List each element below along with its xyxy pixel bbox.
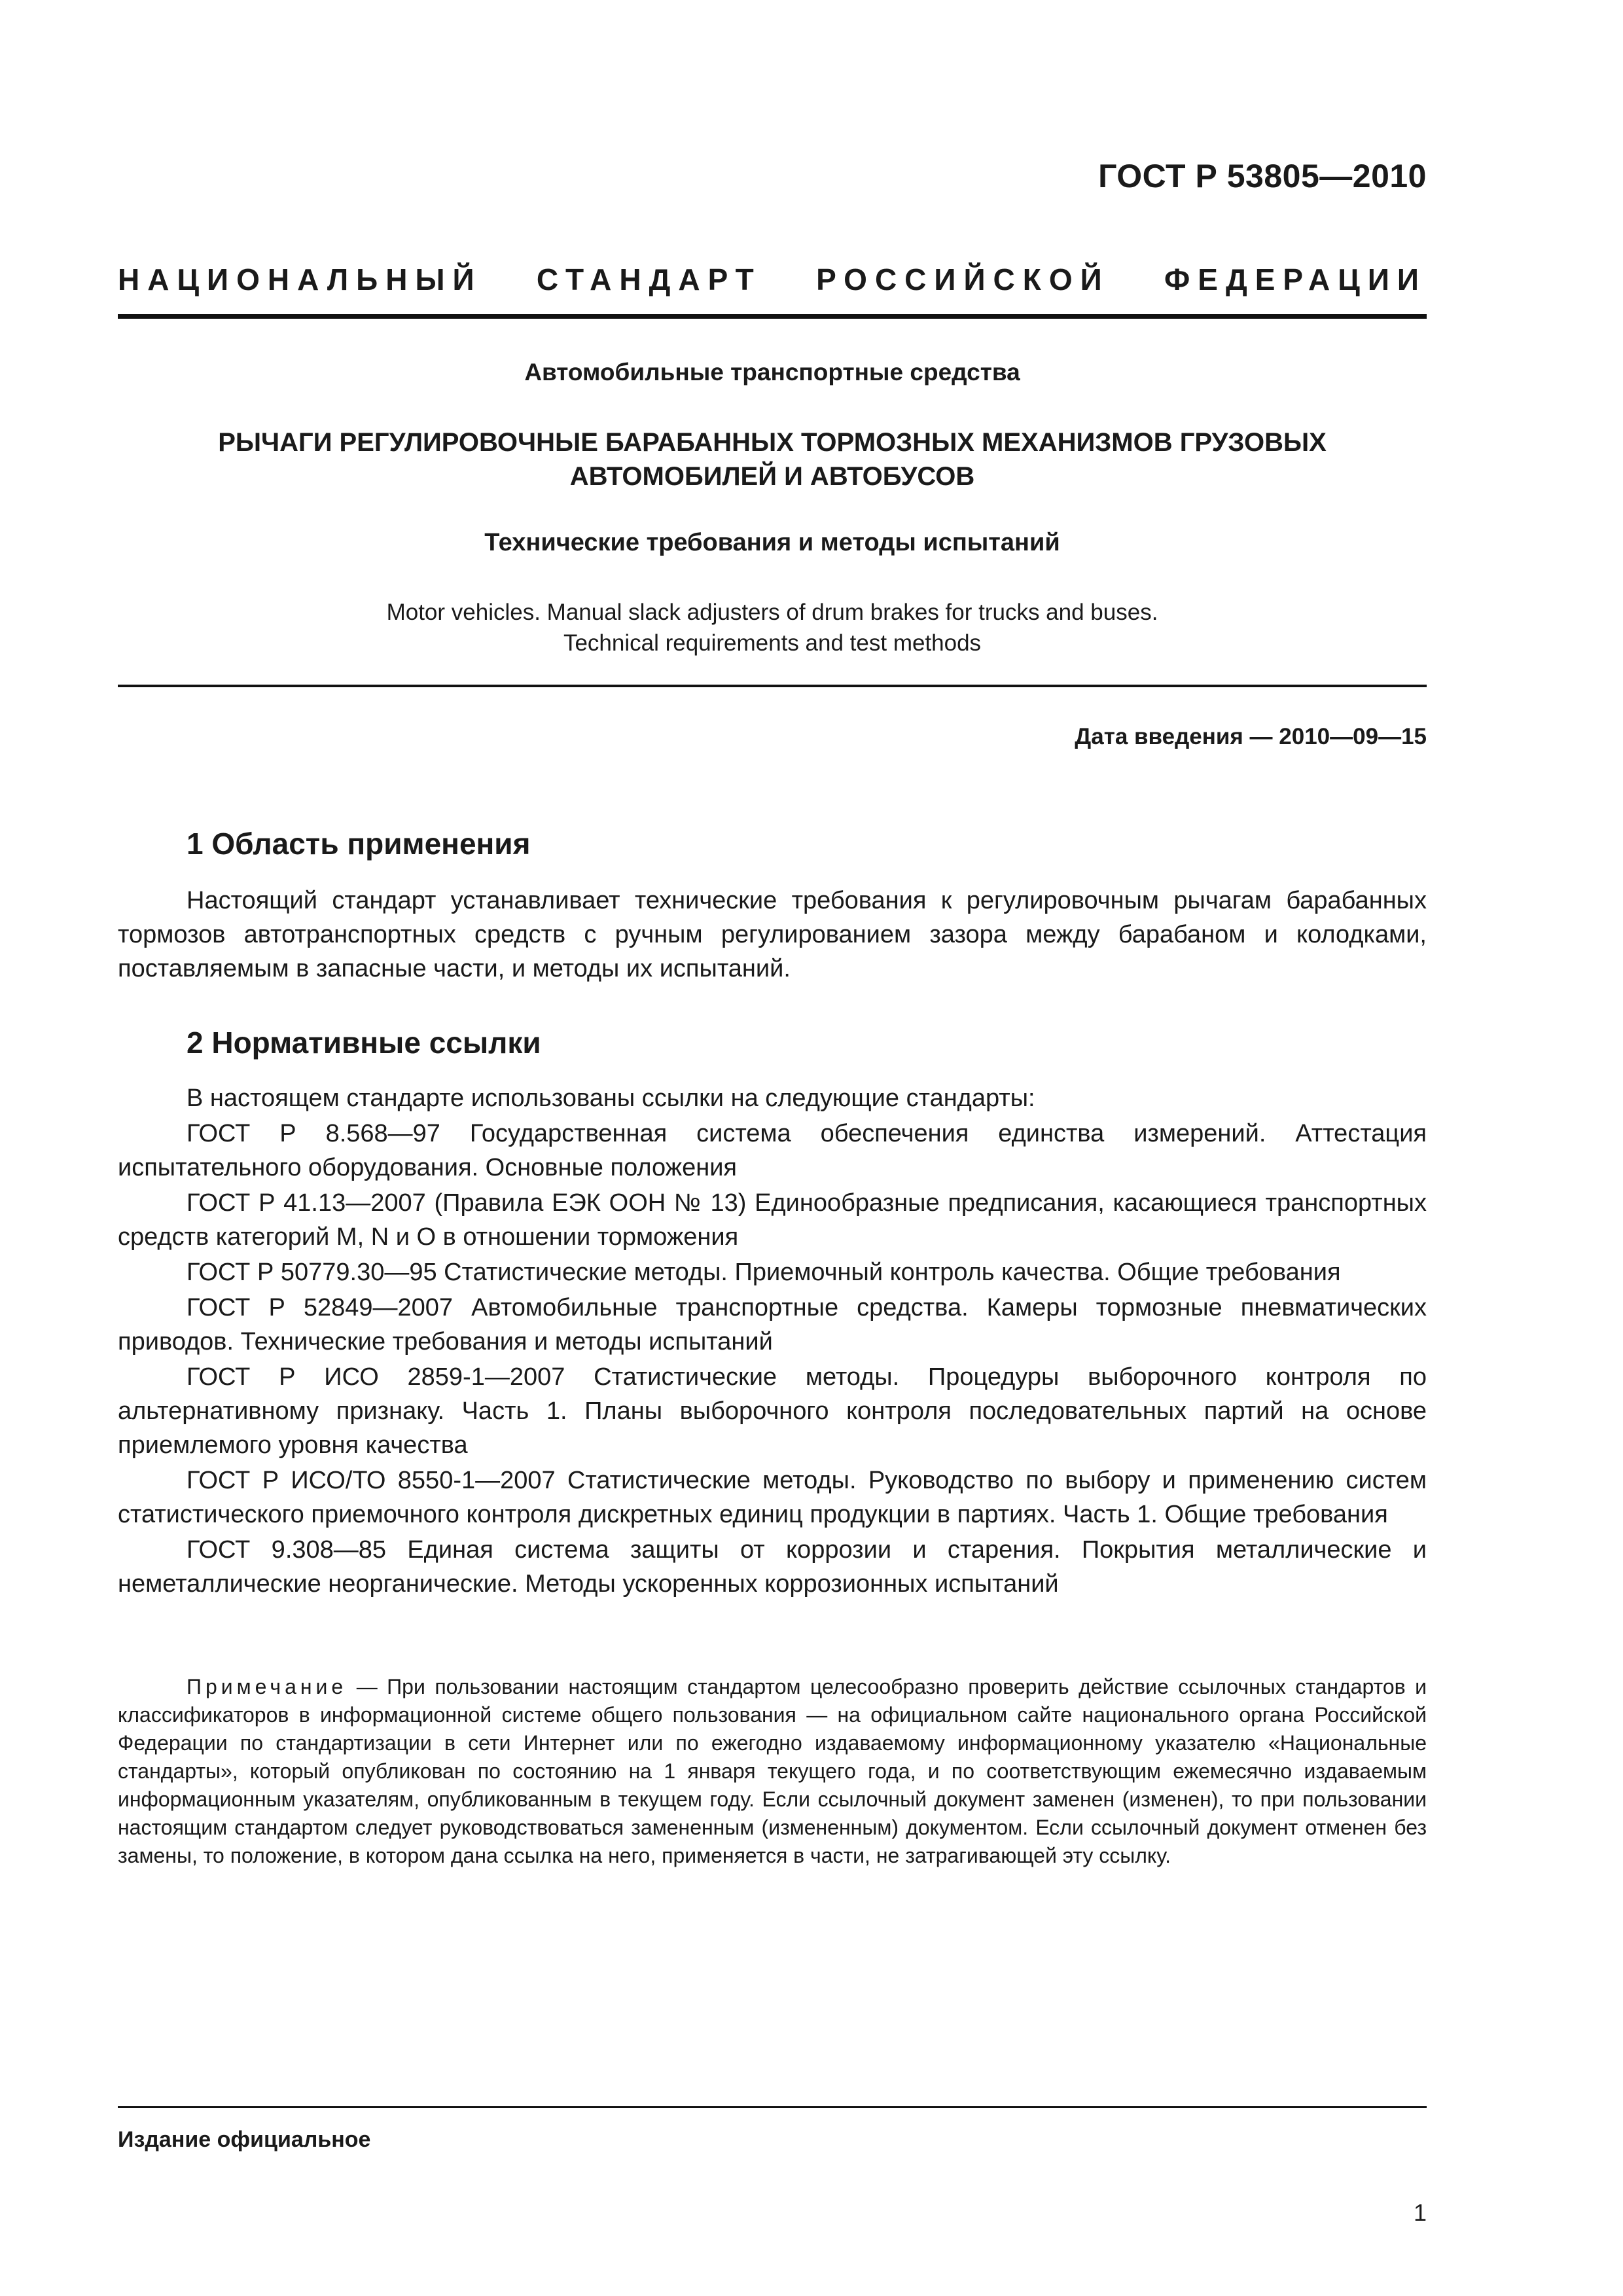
edition-label: Издание официальное [118, 2127, 371, 2152]
document-subtitle-2: Технические требования и методы испытаний [484, 529, 1060, 556]
english-title-line-1: Motor vehicles. Manual slack adjusters of drum brakes for trucks and buses. [386, 600, 1158, 625]
title-divider [118, 685, 1427, 687]
normative-references [118, 1081, 1427, 1602]
document-title [118, 425, 1427, 493]
reference-item: ГОСТ Р ИСО/ТО 8550-1—2007 Статистические методы. Руководство по выбору и применению систем статистического приемочного контроля дискретных единиц продукции в партиях. Часть 1. Общие требования [118, 1467, 1427, 1528]
title-line-1: РЫЧАГИ РЕГУЛИРОВОЧНЫЕ БАРАБАННЫХ ТОРМОЗНЫХ МЕХАНИЗМОВ ГРУЗОВЫХ [218, 428, 1327, 457]
reference-item: ГОСТ Р ИСО 2859-1—2007 Статистические методы. Процедуры выборочного контроля по альтернативному признаку. Часть 1. Планы выборочного контроля последовательных партий на основе приемлемого уровня качества [118, 1363, 1427, 1459]
reference-item: ГОСТ Р 52849—2007 Автомобильные транспортные средства. Камеры тормозные пневматических приводов. Технические требования и методы испытаний [118, 1294, 1427, 1355]
note-text: — При пользовании настоящим стандартом целесообразно проверить действие ссылочных стандартов и классификаторов в информационной системе общего пользования — на официальном сайте национального органа Российской Федерации по стандартизации в сети Интернет или по ежегодно издаваемому информационному указателю «Национальные стандарты», который опубликован по состоянию на 1 января текущего года, и по соответствующим ежемесячно издаваемым информационным указателям, опубликованным в текущем году. Если ссылочный документ заменен (изменен), то при пользовании настоящим стандартом следует руководствоваться замененным (измененным) документом. Если ссылочный документ отменен без замены, то положение, в котором дана ссылка на него, применяется в части, не затрагивающей эту ссылку. [118, 1675, 1427, 1867]
note-paragraph [118, 1673, 1427, 1870]
page-number: 1 [1413, 2199, 1427, 2226]
reference-item: ГОСТ 9.308—85 Единая система защиты от коррозии и старения. Покрытия металлические и неметаллические неорганические. Методы ускоренных коррозионных испытаний [118, 1536, 1427, 1598]
reference-item: ГОСТ Р 41.13—2007 (Правила ЕЭК ООН № 13) Единообразные предписания, касающиеся транспортных средств категорий M, N и O в отношении торможения [118, 1189, 1427, 1251]
references-intro: В настоящем стандарте использованы ссылки на следующие стандарты: [187, 1085, 1035, 1112]
header-divider [118, 314, 1427, 319]
national-standard-banner: НАЦИОНАЛЬНЫЙ СТАНДАРТ РОССИЙСКОЙ ФЕДЕРАЦИИ [118, 262, 1427, 296]
document-subtitle: Автомобильные транспортные средства [524, 359, 1020, 386]
section-2-heading: 2 Нормативные ссылки [187, 1026, 541, 1060]
introduction-date: Дата введения — 2010—09—15 [1075, 724, 1427, 749]
reference-item: ГОСТ Р 50779.30—95 Статистические методы. Приемочный контроль качества. Общие требования [187, 1259, 1341, 1286]
note-label: Примечание [187, 1675, 348, 1698]
document-id: ГОСТ Р 53805—2010 [1098, 158, 1427, 194]
reference-item: ГОСТ Р 8.568—97 Государственная система обеспечения единства измерений. Аттестация испытательного оборудования. Основные положения [118, 1120, 1427, 1181]
english-title-line-2: Technical requirements and test methods [563, 630, 982, 656]
english-title [118, 597, 1427, 658]
section-1-text: Настоящий стандарт устанавливает технические требования к регулировочным рычагам барабанных тормозов автотранспортных средств с ручным регулированием зазора между барабаном и колодками, поставляемым в запасные части, и методы их испытаний. [118, 887, 1427, 982]
footer-divider [118, 2106, 1427, 2108]
title-line-2: АВТОМОБИЛЕЙ И АВТОБУСОВ [569, 462, 975, 491]
section-1-heading: 1 Область применения [187, 827, 531, 861]
